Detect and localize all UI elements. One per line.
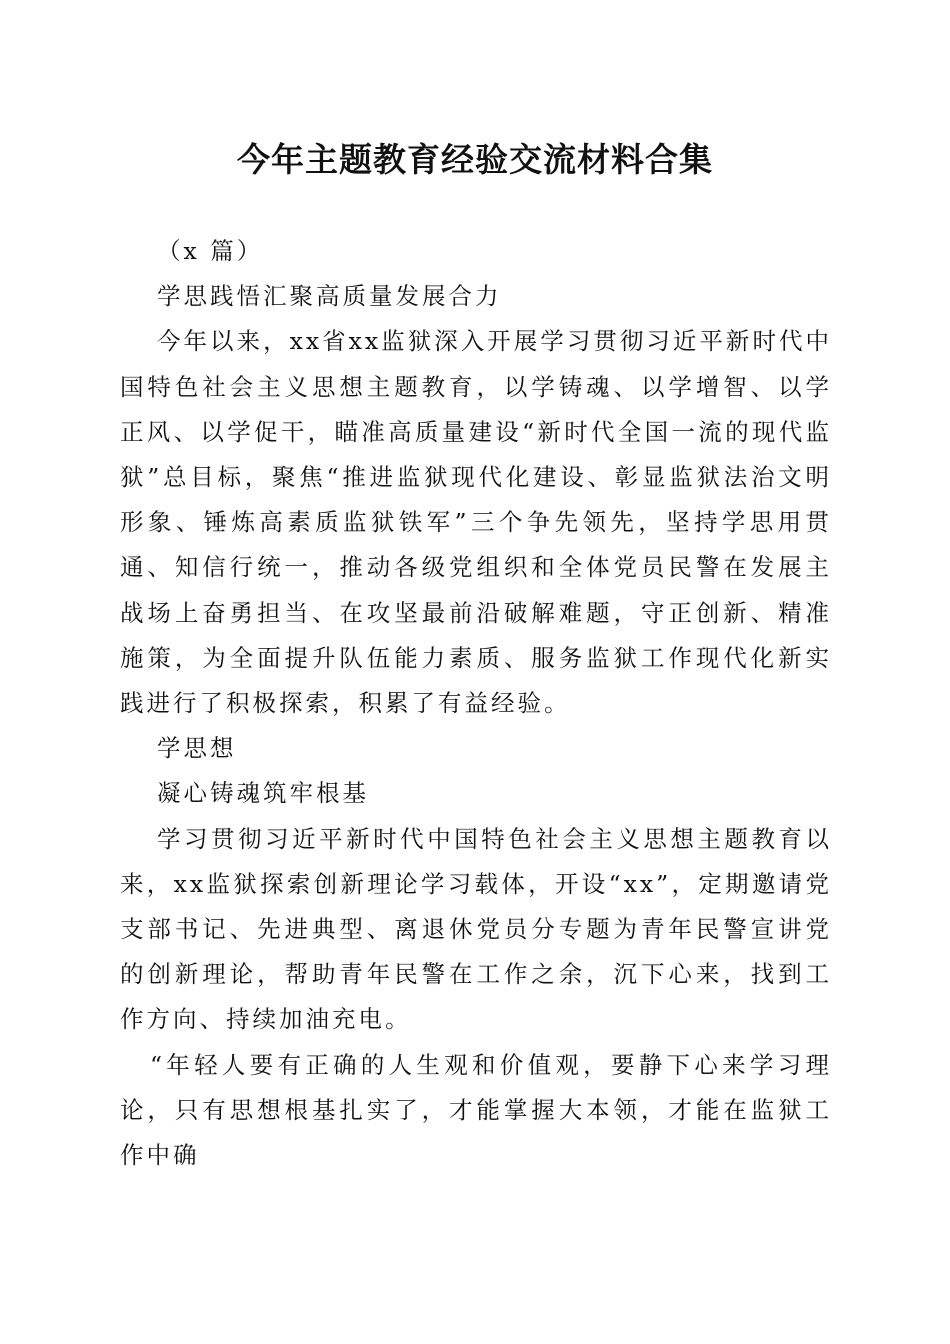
body-paragraph: 学习贯彻习近平新时代中国特色社会主义思想主题教育以来，xx监狱探索创新理论学习载体，开设“xx”，定期邀请党支部书记、先进典型、离退休党员分专题为青年民警宣讲党的创新理论，帮助青年民警在工作之余，沉下心来，找到工作方向、持续加油充电。 [120, 824, 832, 1034]
section-subheading: 凝心铸魂筑牢根基 [157, 779, 369, 808]
section-heading: 学思想 [157, 734, 237, 763]
section-subtitle: 学思践悟汇聚高质量发展合力 [157, 282, 502, 311]
issue-note: （x 篇） [157, 237, 264, 265]
body-paragraph: 今年以来，xx省xx监狱深入开展学习贯彻习近平新时代中国特色社会主义思想主题教育，以学铸魂、以学增智、以学正风、以学促干，瞄准高质量建设“新时代全国一流的现代监狱”总目标，聚焦“推进监狱现代化建设、彰显监狱法治文明形象、锤炼高素质监狱铁军”三个争先领先，坚持学思用贯通、知信行统一，推动各级党组织和全体党员民警在发展主战场上奋勇担当、在攻坚最前沿破解难题，守正创新、精准施策，为全面提升队伍能力素质、服务监狱工作现代化新实践进行了积极探索，积累了有益经验。 [120, 327, 832, 718]
quote-paragraph: “年轻人要有正确的人生观和价值观，要静下心来学习理论，只有思想根基扎实了，才能掌握大本领，才能在监狱工作中确 [120, 1050, 832, 1170]
document-title: 今年主题教育经验交流材料合集 [237, 140, 713, 179]
document-body [120, 229, 832, 1178]
